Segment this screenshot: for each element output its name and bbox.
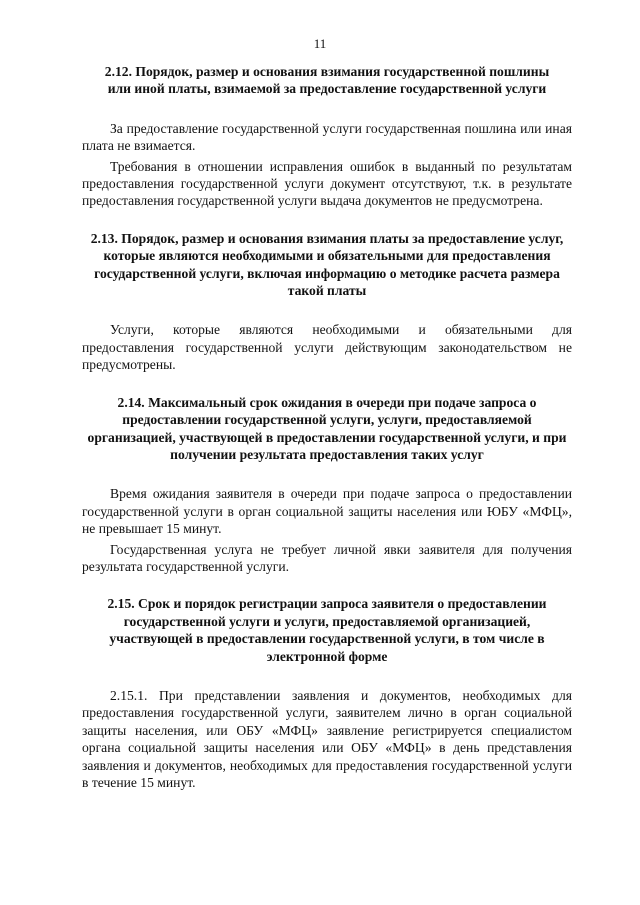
section-2-14	[82, 394, 572, 576]
section-heading: 2.15. Срок и порядок регистрации запроса заявителя о предоставлении государственной услуги и услуги, предоставляемой организацией, участвующей в предоставлении государственной услуги, в том числе в электронной форме	[107, 596, 547, 664]
section-heading: 2.13. Порядок, размер и основания взимания платы за предоставление услуг, которые являются необходимыми и обязательными для предоставления государственной услуги, включая информацию о методике расчета размера такой платы	[90, 230, 564, 299]
section-2-12	[82, 63, 572, 210]
paragraph: 2.15.1. При представлении заявления и документов, необходимых для предоставления государственной услуги, заявителем лично в орган социальной защиты населения, или ОБУ «МФЦ» заявление регистрируется специалистом органа социальной защиты населения или ОБУ «МФЦ» в день представления заявления и документов, необходимых для предоставления государственной услуги в течение 15 минут.	[82, 687, 572, 790]
paragraph: Требования в отношении исправления ошибок в выданный по результатам предоставления государственной услуги документ отсутствуют, т.к. в результате предоставления государственной услуги выдача документов не предусмотрена.	[82, 158, 572, 209]
section-heading: 2.14. Максимальный срок ожидания в очереди при подаче запроса о предоставлении государственной услуги, услуги, предоставляемой организацией, участвующей в предоставлении государственной услуги, и при получении результата предоставления таких услуг	[87, 394, 567, 462]
document-body	[82, 63, 572, 811]
paragraph: За предоставление государственной услуги государственная пошлина или иная плата не взимается.	[82, 120, 572, 154]
paragraph: Государственная услуга не требует личной явки заявителя для получения результата государственной услуги.	[82, 541, 572, 574]
section-2-13	[82, 230, 572, 374]
paragraph: Время ожидания заявителя в очереди при подаче запроса о предоставлении государственной услуги в орган социальной защиты населения или ЮБУ «МФЦ», не превышает 15 минут.	[82, 486, 572, 537]
page-number: 11	[313, 36, 327, 51]
paragraph: Услуги, которые являются необходимыми и обязательными для предоставления государственной услуги действующим законодательством не предусмотрены.	[82, 322, 572, 373]
section-2-15	[82, 595, 572, 791]
section-heading: 2.12. Порядок, размер и основания взимания государственной пошлины или иной платы, взимаемой за предоставление государственной услуги	[104, 64, 550, 97]
